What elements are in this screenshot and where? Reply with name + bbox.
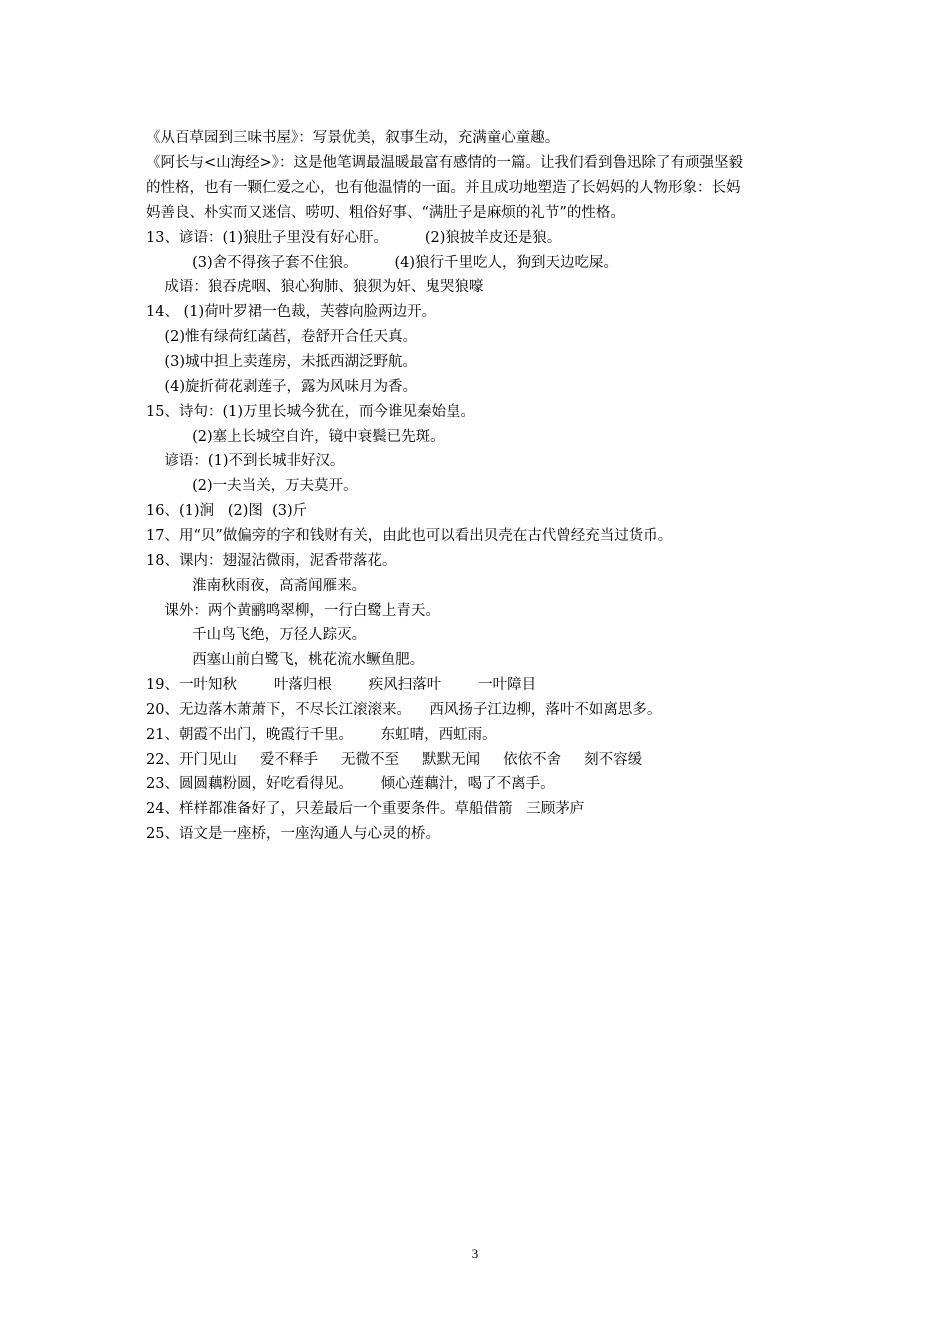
text-line: 13、谚语：(1)狼肚子里没有好心肝。 (2)狼披羊皮还是狼。: [146, 230, 562, 246]
text-line: 24、样样都准备好了，只差最后一个重要条件。草船借箭 三顾茅庐: [146, 801, 585, 817]
text-line: 成语：狼吞虎咽、狼心狗肺、狼狈为奸、鬼哭狼嚎: [146, 279, 484, 295]
text-line: 21、朝霞不出门，晚霞行千里。 东虹晴，西虹雨。: [146, 727, 497, 743]
text-line: (3)舍不得孩子套不住狼。 (4)狼行千里吃人，狗到天边吃屎。: [146, 255, 619, 271]
text-line: 妈善良、朴实而又迷信、唠叨、粗俗好事、“满肚子是麻烦的礼节”的性格。: [146, 205, 625, 221]
text-line: 的性格，也有一颗仁爱之心，也有他温情的一面。并且成功地塑造了长妈妈的人物形象：长妈: [146, 180, 741, 196]
text-line: (2)一夫当关，万夫莫开。: [146, 478, 358, 494]
text-line: (2)惟有绿荷红菡萏，卷舒开合任天真。: [146, 329, 417, 345]
text-line: 14、 (1)荷叶罗裙一色裁，芙蓉向脸两边开。: [146, 304, 437, 320]
text-line: (4)旋折荷花剥莲子，露为风味月为香。: [146, 379, 417, 395]
text-line: 15、诗句：(1)万里长城今犹在，而今谁见秦始皇。: [146, 404, 475, 420]
text-line: 25、语文是一座桥，一座沟通人与心灵的桥。: [146, 826, 440, 842]
text-line: 《从百草园到三味书屋》：写景优美，叙事生动，充满童心童趣。: [146, 130, 560, 146]
text-line: 谚语：(1)不到长城非好汉。: [146, 453, 345, 469]
text-line: (3)城中担上卖莲房，未抵西湖泛野航。: [146, 354, 417, 370]
text-line: 《阿长与<山海经>》：这是他笔调最温暖最富有感情的一篇。让我们看到鲁迅除了有顽强坚毅: [146, 155, 744, 171]
text-line: 西塞山前白鹭飞，桃花流水鳜鱼肥。: [146, 652, 425, 668]
text-line: 淮南秋雨夜，高斋闻雁来。: [146, 578, 367, 594]
text-line: 18、课内：翅湿沾微雨，泥香带落花。: [146, 553, 397, 569]
text-line: 17、用“贝”做偏旁的字和钱财有关，由此也可以看出贝壳在古代曾经充当过货币。: [146, 528, 673, 544]
page-number: 3: [471, 1246, 479, 1261]
text-line: 16、(1)涧 (2)图 (3)斤: [146, 503, 308, 519]
text-line: 19、一叶知秋 叶落归根 疾风扫落叶 一叶障目: [146, 677, 537, 693]
text-line: (2)塞上长城空自许，镜中衰鬓已先斑。: [146, 429, 445, 445]
text-line: 千山鸟飞绝，万径人踪灭。: [146, 627, 367, 643]
text-line: 22、开门见山 爱不释手 无微不至 默默无闻 依依不舍 刻不容缓: [146, 752, 643, 768]
text-line: 23、圆圆藕粉圆，好吃看得见。 倾心莲藕汁，喝了不离手。: [146, 776, 555, 792]
text-line: 课外：两个黄鹂鸣翠柳，一行白鹭上青天。: [146, 603, 440, 619]
text-line: 20、无边落木萧萧下，不尽长江滚滚来。 西风扬子江边柳，落叶不如离思多。: [146, 702, 662, 718]
